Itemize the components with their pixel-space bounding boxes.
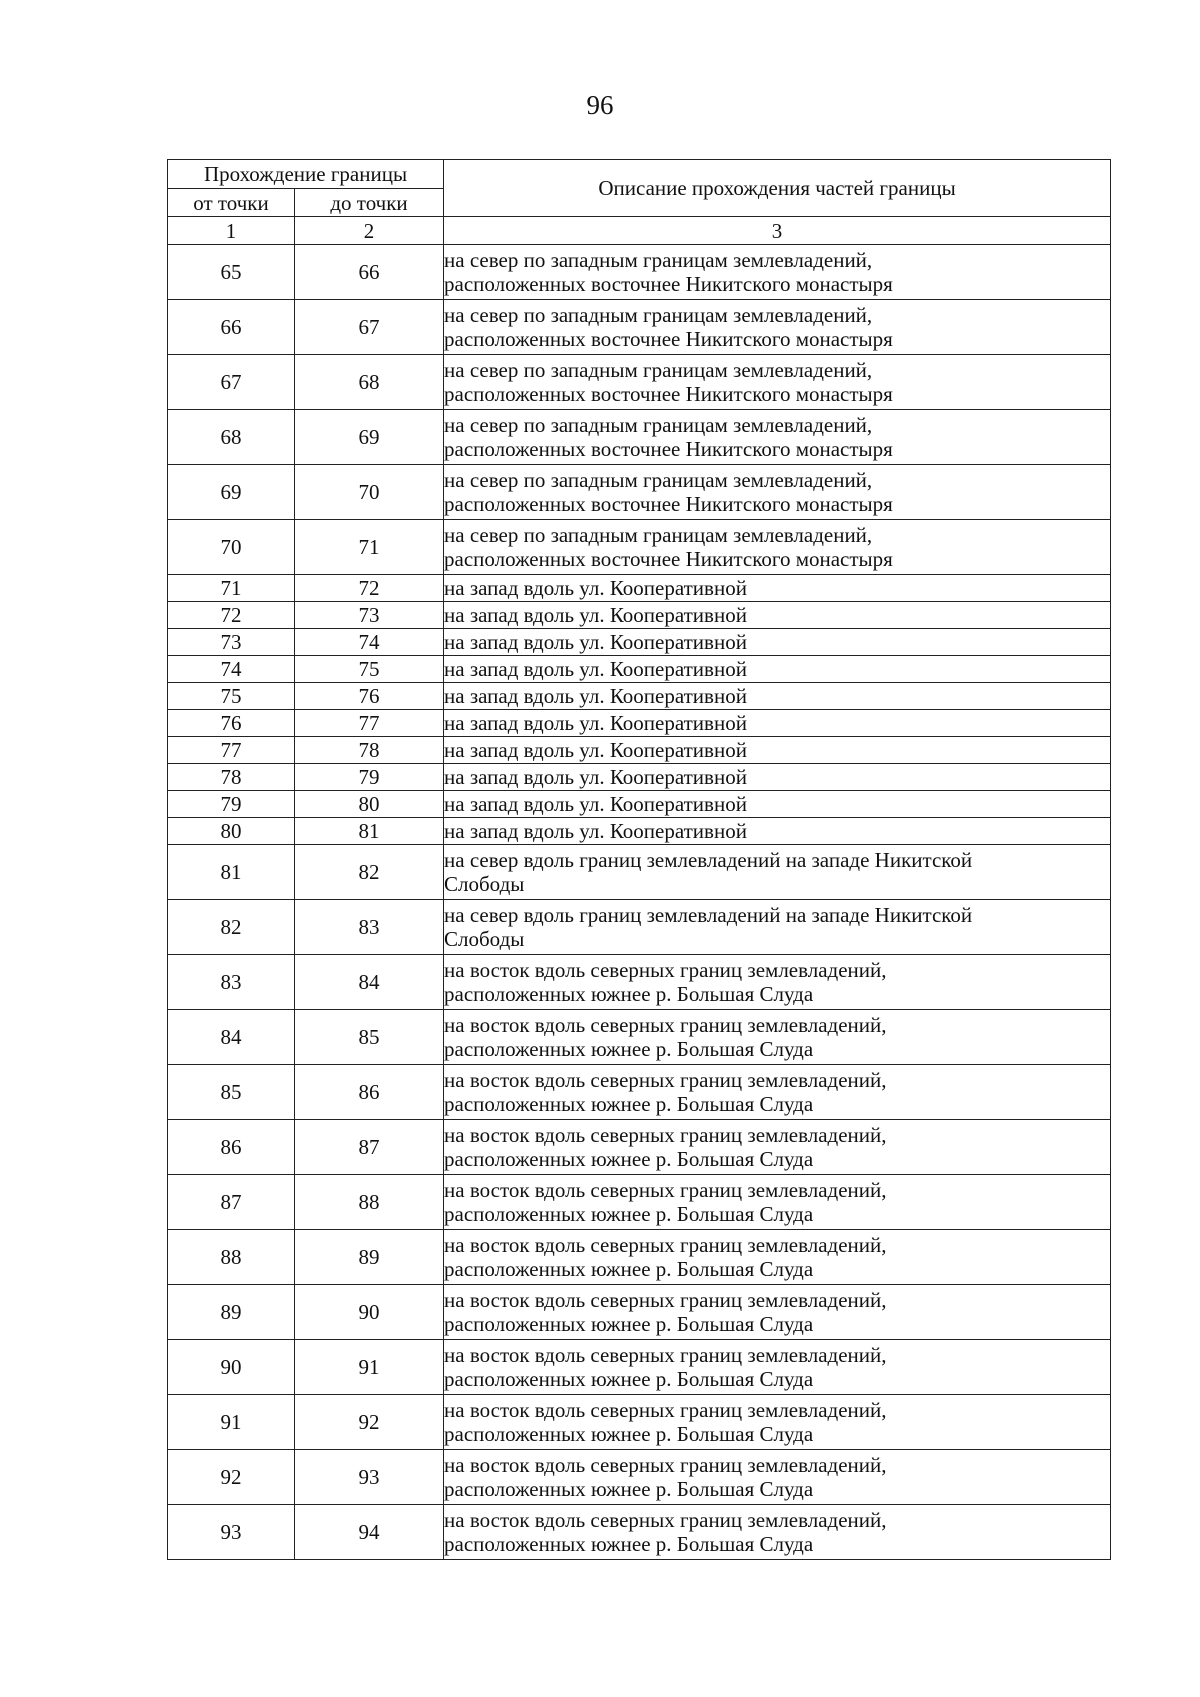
cell-from-point: 69 <box>168 465 295 520</box>
cell-description <box>444 1175 1111 1230</box>
cell-from-point: 82 <box>168 900 295 955</box>
cell-description <box>444 656 1111 683</box>
table-body <box>168 245 1111 1560</box>
cell-to-point: 73 <box>295 602 444 629</box>
cell-to-point: 85 <box>295 1010 444 1065</box>
description-line: на север вдоль границ землевладений на западе Никитской <box>444 903 973 927</box>
boundary-table <box>167 159 1111 1560</box>
table-row <box>168 1450 1111 1505</box>
description-line: Слободы <box>444 927 525 951</box>
description-line: расположенных восточнее Никитского монастыря <box>444 547 893 571</box>
cell-from-point: 84 <box>168 1010 295 1065</box>
cell-from-point: 73 <box>168 629 295 656</box>
description-line: на восток вдоль северных границ землевладений, <box>444 958 887 982</box>
cell-description <box>444 465 1111 520</box>
table-row <box>168 955 1111 1010</box>
description-line: на запад вдоль ул. Кооперативной <box>444 819 747 843</box>
description-line: расположенных восточнее Никитского монастыря <box>444 272 893 296</box>
table-row <box>168 1285 1111 1340</box>
table-row <box>168 520 1111 575</box>
cell-description <box>444 791 1111 818</box>
description-line: на запад вдоль ул. Кооперативной <box>444 603 747 627</box>
description-line: на восток вдоль северных границ землевладений, <box>444 1398 887 1422</box>
cell-to-point: 89 <box>295 1230 444 1285</box>
table-row <box>168 683 1111 710</box>
cell-from-point: 86 <box>168 1120 295 1175</box>
cell-description <box>444 818 1111 845</box>
cell-description <box>444 955 1111 1010</box>
header-to-point: до точки <box>295 189 444 217</box>
cell-to-point: 76 <box>295 683 444 710</box>
description-line: на запад вдоль ул. Кооперативной <box>444 738 747 762</box>
cell-from-point: 81 <box>168 845 295 900</box>
cell-to-point: 94 <box>295 1505 444 1560</box>
table-row <box>168 300 1111 355</box>
table-row <box>168 629 1111 656</box>
cell-from-point: 85 <box>168 1065 295 1120</box>
table-row <box>168 1175 1111 1230</box>
description-line: на север вдоль границ землевладений на западе Никитской <box>444 848 973 872</box>
description-line: на север по западным границам землевладений, <box>444 523 873 547</box>
table-row <box>168 791 1111 818</box>
cell-from-point: 75 <box>168 683 295 710</box>
cell-from-point: 66 <box>168 300 295 355</box>
description-line: на восток вдоль северных границ землевладений, <box>444 1233 887 1257</box>
table-row <box>168 900 1111 955</box>
table-row <box>168 656 1111 683</box>
description-line: на восток вдоль северных границ землевладений, <box>444 1288 887 1312</box>
cell-description <box>444 629 1111 656</box>
cell-to-point: 88 <box>295 1175 444 1230</box>
cell-to-point: 78 <box>295 737 444 764</box>
description-line: расположенных восточнее Никитского монастыря <box>444 492 893 516</box>
description-line: на восток вдоль северных границ землевладений, <box>444 1123 887 1147</box>
description-line: на север по западным границам землевладений, <box>444 413 873 437</box>
description-line: расположенных восточнее Никитского монастыря <box>444 382 893 406</box>
cell-to-point: 69 <box>295 410 444 465</box>
table-row <box>168 737 1111 764</box>
table-row <box>168 1230 1111 1285</box>
table-row <box>168 602 1111 629</box>
cell-to-point: 79 <box>295 764 444 791</box>
cell-to-point: 93 <box>295 1450 444 1505</box>
description-line: Слободы <box>444 872 525 896</box>
table-row <box>168 355 1111 410</box>
cell-from-point: 76 <box>168 710 295 737</box>
cell-from-point: 87 <box>168 1175 295 1230</box>
description-line: расположенных южнее р. Большая Слуда <box>444 1037 814 1061</box>
table-row <box>168 465 1111 520</box>
table-row <box>168 710 1111 737</box>
cell-to-point: 72 <box>295 575 444 602</box>
description-line: на север по западным границам землевладений, <box>444 248 873 272</box>
description-line: расположенных южнее р. Большая Слуда <box>444 1422 814 1446</box>
cell-to-point: 84 <box>295 955 444 1010</box>
cell-description <box>444 1395 1111 1450</box>
table-row <box>168 1010 1111 1065</box>
cell-to-point: 83 <box>295 900 444 955</box>
cell-description <box>444 900 1111 955</box>
description-line: расположенных южнее р. Большая Слуда <box>444 1367 814 1391</box>
cell-from-point: 65 <box>168 245 295 300</box>
cell-description <box>444 520 1111 575</box>
table-row <box>168 764 1111 791</box>
cell-from-point: 88 <box>168 1230 295 1285</box>
cell-description <box>444 845 1111 900</box>
description-line: расположенных южнее р. Большая Слуда <box>444 1202 814 1226</box>
description-line: расположенных восточнее Никитского монастыря <box>444 327 893 351</box>
column-number-1: 1 <box>168 217 295 245</box>
cell-to-point: 90 <box>295 1285 444 1340</box>
table-row <box>168 1065 1111 1120</box>
cell-description <box>444 710 1111 737</box>
description-line: на восток вдоль северных границ землевладений, <box>444 1068 887 1092</box>
description-line: на запад вдоль ул. Кооперативной <box>444 630 747 654</box>
page-number: 96 <box>586 90 614 120</box>
cell-from-point: 72 <box>168 602 295 629</box>
description-line: на запад вдоль ул. Кооперативной <box>444 792 747 816</box>
cell-from-point: 78 <box>168 764 295 791</box>
description-line: на север по западным границам землевладений, <box>444 468 873 492</box>
cell-from-point: 74 <box>168 656 295 683</box>
cell-to-point: 75 <box>295 656 444 683</box>
description-line: на запад вдоль ул. Кооперативной <box>444 657 747 681</box>
cell-to-point: 66 <box>295 245 444 300</box>
table-header <box>168 160 1111 245</box>
description-line: расположенных южнее р. Большая Слуда <box>444 1477 814 1501</box>
cell-from-point: 91 <box>168 1395 295 1450</box>
table-row <box>168 818 1111 845</box>
description-line: на восток вдоль северных границ землевладений, <box>444 1178 887 1202</box>
cell-description <box>444 1450 1111 1505</box>
cell-description <box>444 1010 1111 1065</box>
description-line: на запад вдоль ул. Кооперативной <box>444 576 747 600</box>
description-line: расположенных восточнее Никитского монастыря <box>444 437 893 461</box>
description-line: на север по западным границам землевладений, <box>444 358 873 382</box>
description-line: на восток вдоль северных границ землевладений, <box>444 1453 887 1477</box>
cell-description <box>444 764 1111 791</box>
cell-description <box>444 1230 1111 1285</box>
cell-to-point: 82 <box>295 845 444 900</box>
column-number-3: 3 <box>444 217 1111 245</box>
description-line: на восток вдоль северных границ землевладений, <box>444 1013 887 1037</box>
cell-to-point: 74 <box>295 629 444 656</box>
cell-to-point: 70 <box>295 465 444 520</box>
description-line: расположенных южнее р. Большая Слуда <box>444 982 814 1006</box>
cell-description <box>444 1505 1111 1560</box>
description-line: на восток вдоль северных границ землевладений, <box>444 1343 887 1367</box>
header-description: Описание прохождения частей границы <box>444 160 1111 217</box>
cell-to-point: 71 <box>295 520 444 575</box>
cell-description <box>444 1120 1111 1175</box>
cell-description <box>444 300 1111 355</box>
cell-to-point: 81 <box>295 818 444 845</box>
cell-description <box>444 410 1111 465</box>
cell-description <box>444 602 1111 629</box>
cell-description <box>444 1065 1111 1120</box>
description-line: на запад вдоль ул. Кооперативной <box>444 684 747 708</box>
table-row <box>168 845 1111 900</box>
table-row <box>168 575 1111 602</box>
cell-from-point: 79 <box>168 791 295 818</box>
table-row <box>168 245 1111 300</box>
cell-from-point: 83 <box>168 955 295 1010</box>
cell-from-point: 92 <box>168 1450 295 1505</box>
cell-to-point: 67 <box>295 300 444 355</box>
cell-from-point: 70 <box>168 520 295 575</box>
description-line: на восток вдоль северных границ землевладений, <box>444 1508 887 1532</box>
cell-from-point: 89 <box>168 1285 295 1340</box>
cell-to-point: 80 <box>295 791 444 818</box>
cell-description <box>444 1285 1111 1340</box>
cell-from-point: 77 <box>168 737 295 764</box>
cell-to-point: 91 <box>295 1340 444 1395</box>
cell-from-point: 93 <box>168 1505 295 1560</box>
description-line: расположенных южнее р. Большая Слуда <box>444 1257 814 1281</box>
header-from-point: от точки <box>168 189 295 217</box>
description-line: расположенных южнее р. Большая Слуда <box>444 1092 814 1116</box>
cell-description <box>444 245 1111 300</box>
description-line: расположенных южнее р. Большая Слуда <box>444 1147 814 1171</box>
description-line: на запад вдоль ул. Кооперативной <box>444 765 747 789</box>
cell-to-point: 68 <box>295 355 444 410</box>
cell-from-point: 71 <box>168 575 295 602</box>
description-line: на север по западным границам землевладений, <box>444 303 873 327</box>
table-row <box>168 1505 1111 1560</box>
column-number-2: 2 <box>295 217 444 245</box>
cell-to-point: 87 <box>295 1120 444 1175</box>
cell-from-point: 68 <box>168 410 295 465</box>
table-row <box>168 1395 1111 1450</box>
table-row <box>168 410 1111 465</box>
cell-description <box>444 1340 1111 1395</box>
description-line: на запад вдоль ул. Кооперативной <box>444 711 747 735</box>
table-row <box>168 1340 1111 1395</box>
cell-to-point: 86 <box>295 1065 444 1120</box>
cell-description <box>444 737 1111 764</box>
cell-description <box>444 683 1111 710</box>
header-boundary-passage: Прохождение границы <box>168 160 444 189</box>
description-line: расположенных южнее р. Большая Слуда <box>444 1532 814 1556</box>
cell-description <box>444 355 1111 410</box>
cell-from-point: 67 <box>168 355 295 410</box>
description-line: расположенных южнее р. Большая Слуда <box>444 1312 814 1336</box>
cell-to-point: 77 <box>295 710 444 737</box>
cell-from-point: 80 <box>168 818 295 845</box>
table-row <box>168 1120 1111 1175</box>
cell-to-point: 92 <box>295 1395 444 1450</box>
cell-description <box>444 575 1111 602</box>
cell-from-point: 90 <box>168 1340 295 1395</box>
